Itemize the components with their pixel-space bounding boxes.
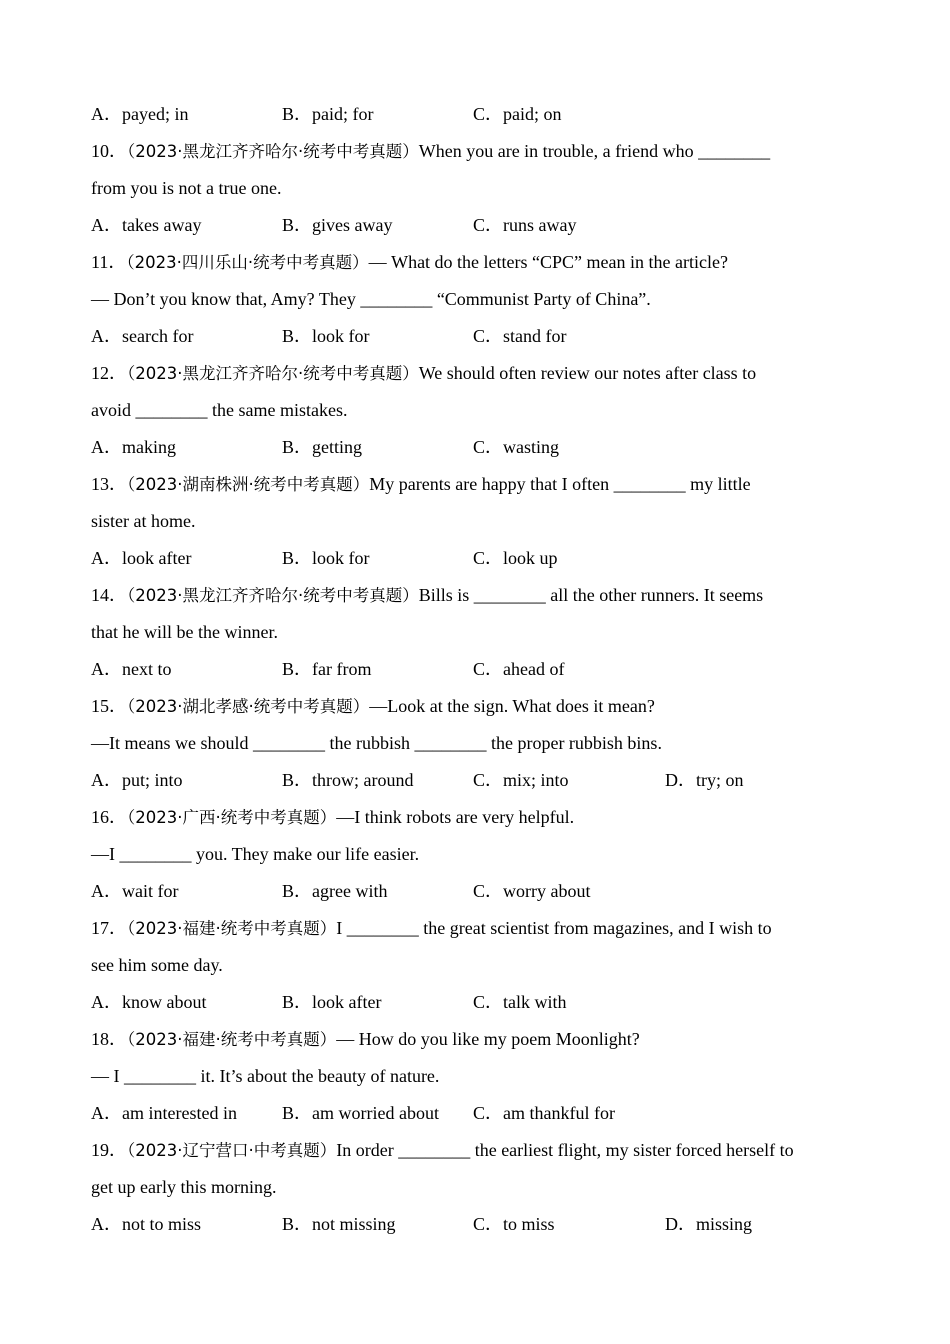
question-16 [91,799,871,910]
question-number: 18． [91,1029,127,1049]
option-c: C．look up [473,548,558,568]
question-options [91,1095,871,1132]
option-b: B．far from [282,659,372,679]
question-number: 11． [91,252,127,272]
option-c: C．worry about [473,881,591,901]
question-text: In order ________ the earliest flight, my sister forced herself to [336,1140,794,1160]
question-options [91,540,871,577]
question-source: （2023·福建·统考中考真题） [127,1030,337,1049]
question-options [91,984,871,1021]
question-stem [91,1021,871,1058]
question-text-continued: that he will be the winner. [91,622,278,642]
option-b: B．not missing [282,1214,396,1234]
question-stem [91,1132,871,1169]
question-options [91,1206,871,1243]
question-text: When you are in trouble, a friend who ________ [418,141,771,161]
question-options [91,429,871,466]
question-number: 16． [91,807,127,827]
option-b: B．gives away [282,215,393,235]
question-text: I ________ the great scientist from magazines, and I wish to [336,918,772,938]
question-number: 13． [91,474,127,494]
option-a: A．look after [91,548,192,568]
option-a: A．put; into [91,770,183,790]
question-source: （2023·黑龙江齐齐哈尔·统考中考真题） [127,364,419,383]
option-b: B．look for [282,548,370,568]
question-stem [91,688,871,725]
question-text: My parents are happy that I often ________ my little [369,474,751,494]
option-a: A．takes away [91,215,202,235]
question-text-continued: — Don’t you know that, Amy? They ________ “Communist Party of China”. [91,289,651,309]
option-a: A．am interested in [91,1103,237,1123]
question-17 [91,910,871,1021]
question-15 [91,688,871,799]
question-source: （2023·辽宁营口·中考真题） [127,1141,337,1160]
question-options [91,651,871,688]
question-stem [91,355,871,392]
question-stem [91,910,871,947]
option-b: B．paid; for [282,104,374,124]
question-text-continued: see him some day. [91,955,223,975]
question-text-continued: from you is not a true one. [91,178,282,198]
question-number: 10． [91,141,127,161]
question-options [91,762,871,799]
option-b: B．getting [282,437,362,457]
question-text-continued: — I ________ it. It’s about the beauty of nature. [91,1066,440,1086]
question-18 [91,1021,871,1132]
question-text-continued: avoid ________ the same mistakes. [91,400,348,420]
question-source: （2023·黑龙江齐齐哈尔·统考中考真题） [127,586,419,605]
option-c: C．paid; on [473,104,562,124]
option-c: C．wasting [473,437,560,457]
question-options [91,318,871,355]
question-stem [91,466,871,503]
question-text-continued: sister at home. [91,511,196,531]
question-12 [91,355,871,466]
option-a: A．not to miss [91,1214,202,1234]
question-text: We should often review our notes after class to [418,363,757,383]
question-source: （2023·湖南株洲·统考中考真题） [127,475,370,494]
question-number: 19． [91,1140,127,1160]
option-c: C．am thankful for [473,1103,615,1123]
question-source: （2023·福建·统考中考真题） [127,919,337,938]
option-c: C．mix; into [473,770,569,790]
option-a: A．search for [91,326,194,346]
question-source: （2023·四川乐山·统考中考真题） [126,253,369,272]
option-c: C．stand for [473,326,567,346]
question-19 [91,1132,871,1243]
option-a: A．payed; in [91,104,189,124]
question-options [91,207,871,244]
option-a: A．next to [91,659,172,679]
option-d: D．missing [665,1214,753,1234]
question-stem [91,799,871,836]
question-14 [91,577,871,688]
question-source: （2023·黑龙江齐齐哈尔·统考中考真题） [127,142,419,161]
question-13 [91,466,871,577]
question-stem [91,133,871,170]
q9-options [91,96,871,133]
question-11 [91,244,871,355]
option-b: B．throw; around [282,770,414,790]
option-b: B．look for [282,326,370,346]
option-c: C．talk with [473,992,567,1012]
question-text: Bills is ________ all the other runners. It seems [418,585,764,605]
option-b: B．agree with [282,881,388,901]
question-source: （2023·湖北孝感·统考中考真题） [127,697,370,716]
question-text: — What do the letters “CPC” mean in the article? [368,252,728,272]
question-text-continued: get up early this morning. [91,1177,277,1197]
option-c: C．to miss [473,1214,555,1234]
option-d: D．try; on [665,770,744,790]
option-a: A．know about [91,992,207,1012]
question-number: 15． [91,696,127,716]
option-c: C．ahead of [473,659,565,679]
question-text-continued: —It means we should ________ the rubbish ________ the proper rubbish bins. [91,733,662,753]
exam-page [91,96,871,1243]
question-stem [91,577,871,614]
question-options [91,873,871,910]
option-b: B．look after [282,992,382,1012]
question-text: —Look at the sign. What does it mean? [369,696,655,716]
question-number: 12． [91,363,127,383]
option-a: A．wait for [91,881,179,901]
question-stem [91,244,871,281]
question-text: — How do you like my poem Moonlight? [336,1029,640,1049]
question-source: （2023·广西·统考中考真题） [127,808,337,827]
option-b: B．am worried about [282,1103,439,1123]
option-a: A．making [91,437,176,457]
question-text-continued: —I ________ you. They make our life easier. [91,844,420,864]
question-number: 14． [91,585,127,605]
question-10 [91,133,871,244]
question-number: 17． [91,918,127,938]
question-text: —I think robots are very helpful. [336,807,575,827]
option-c: C．runs away [473,215,577,235]
